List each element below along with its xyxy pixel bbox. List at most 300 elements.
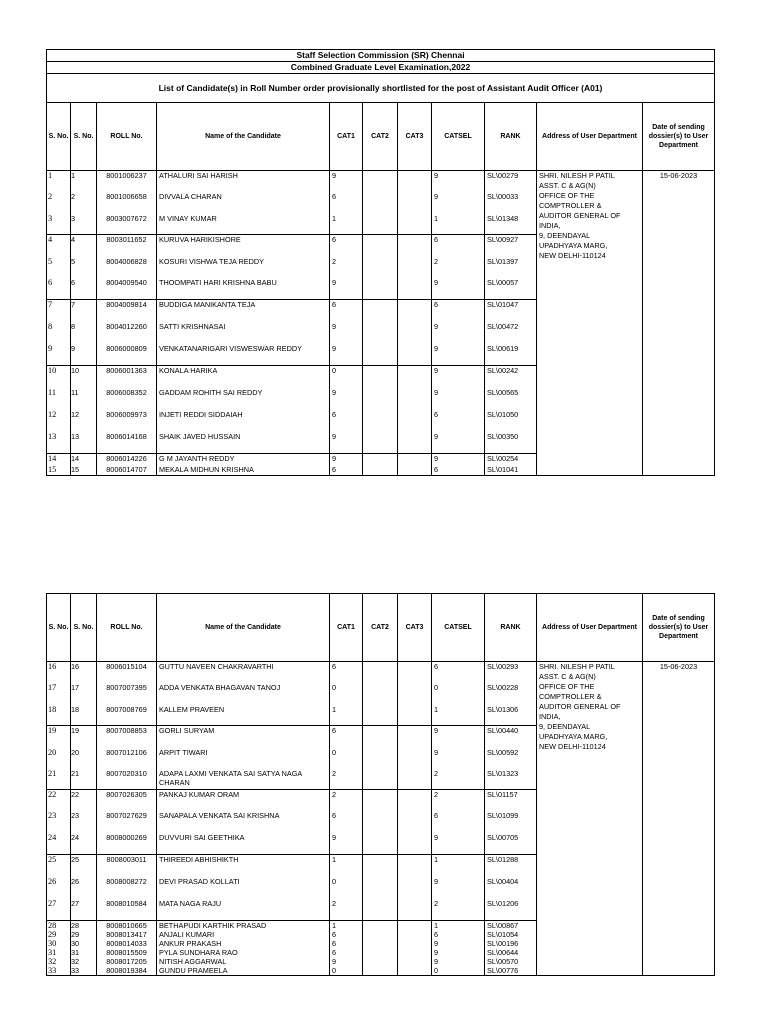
cat3-value <box>398 235 432 257</box>
address-line: COMPTROLLER & <box>539 201 602 210</box>
candidate-name: GADDAM ROHITH SAI REDDY <box>157 388 330 410</box>
candidate-name: GUNDU PRAMEELA <box>157 966 330 976</box>
cat2-value <box>363 899 398 921</box>
cat2-value <box>363 662 398 683</box>
address-line: ASST. C & AG(N) <box>539 181 596 190</box>
cat2-value <box>363 683 398 705</box>
rank-value: SL\00619 <box>485 344 537 366</box>
catsel-value: 9 <box>432 322 485 344</box>
candidate-name: DUVVURI SAI GEETHIKA <box>157 833 330 855</box>
cat1-value: 0 <box>330 683 363 705</box>
rank-value: SL\01348 <box>485 214 537 235</box>
roll-number: 8007012106 <box>97 748 157 769</box>
catsel-value: 6 <box>432 811 485 833</box>
cat2-value <box>363 322 398 344</box>
candidate-name: KALLEM PRAVEEN <box>157 705 330 726</box>
document-title: Staff Selection Commission (SR) Chennai <box>47 50 715 62</box>
cat1-value: 2 <box>330 899 363 921</box>
serial-number-2: 18 <box>71 705 97 726</box>
cat1-value: 9 <box>330 278 363 300</box>
catsel-value: 2 <box>432 899 485 921</box>
cat2-value <box>363 748 398 769</box>
serial-number: 24 <box>47 833 71 855</box>
cat3-value <box>398 769 432 790</box>
catsel-value: 9 <box>432 454 485 465</box>
cat1-value: 2 <box>330 790 363 811</box>
serial-number-2: 13 <box>71 432 97 454</box>
col-header-catsel: CATSEL <box>432 594 485 662</box>
serial-number: 32 <box>47 957 71 966</box>
cat1-value: 6 <box>330 410 363 432</box>
cat3-value <box>398 833 432 855</box>
col-header-roll-no: ROLL No. <box>97 594 157 662</box>
cat2-value <box>363 790 398 811</box>
cat3-value <box>398 278 432 300</box>
address-line: INDIA, <box>539 712 561 721</box>
rank-value: SL\00705 <box>485 833 537 855</box>
candidate-name: ARPIT TIWARI <box>157 748 330 769</box>
rank-value: SL\00867 <box>485 921 537 931</box>
roll-number: 8008003011 <box>97 855 157 877</box>
cat1-value: 6 <box>330 235 363 257</box>
roll-number: 8001006658 <box>97 192 157 214</box>
catsel-value: 2 <box>432 257 485 278</box>
cat1-value: 1 <box>330 921 363 931</box>
cat3-value <box>398 921 432 931</box>
serial-number: 11 <box>47 388 71 410</box>
serial-number: 28 <box>47 921 71 931</box>
serial-number: 30 <box>47 939 71 948</box>
candidate-name: MEKALA MIDHUN KRISHNA <box>157 465 330 476</box>
candidate-name: ANJALI KUMARI <box>157 930 330 939</box>
cat2-value <box>363 388 398 410</box>
cat1-value: 9 <box>330 957 363 966</box>
cat2-value <box>363 957 398 966</box>
rank-value: SL\00776 <box>485 966 537 976</box>
catsel-value: 9 <box>432 877 485 899</box>
rank-value: SL\01054 <box>485 930 537 939</box>
serial-number-2: 14 <box>71 454 97 465</box>
catsel-value: 1 <box>432 214 485 235</box>
address-line: 9, DEENDAYAL <box>539 722 591 731</box>
address-line: SHRI. NILESH P PATIL <box>539 662 615 671</box>
roll-number: 8008000269 <box>97 833 157 855</box>
serial-number: 3 <box>47 214 71 235</box>
serial-number-2: 31 <box>71 948 97 957</box>
cat2-value <box>363 171 398 192</box>
column-header-row <box>47 594 715 662</box>
roll-number: 8003007672 <box>97 214 157 235</box>
col-header-sno: S. No. <box>47 103 71 171</box>
column-header-row <box>47 103 715 171</box>
cat3-value <box>398 726 432 748</box>
cat2-value <box>363 833 398 855</box>
serial-number-2: 21 <box>71 769 97 790</box>
cat2-value <box>363 705 398 726</box>
rank-value: SL\00196 <box>485 939 537 948</box>
cat1-value: 0 <box>330 877 363 899</box>
cat2-value <box>363 930 398 939</box>
cat3-value <box>398 300 432 322</box>
serial-number-2: 22 <box>71 790 97 811</box>
roll-number: 8008010584 <box>97 899 157 921</box>
col-header-candidate-name: Name of the Candidate <box>157 594 330 662</box>
serial-number-2: 1 <box>71 171 97 192</box>
rank-value: SL\00472 <box>485 322 537 344</box>
rank-value: SL\01323 <box>485 769 537 790</box>
roll-number: 8006008352 <box>97 388 157 410</box>
candidate-name: THOOMPATI HARI KRISHNA BABU <box>157 278 330 300</box>
serial-number-2: 24 <box>71 833 97 855</box>
cat2-value <box>363 366 398 388</box>
candidate-name: NITISH AGGARWAL <box>157 957 330 966</box>
roll-number: 8008008272 <box>97 877 157 899</box>
rank-value: SL\01288 <box>485 855 537 877</box>
rank-value: SL\00350 <box>485 432 537 454</box>
cat2-value <box>363 855 398 877</box>
cat3-value <box>398 939 432 948</box>
serial-number: 16 <box>47 662 71 683</box>
candidate-name: GUTTU NAVEEN CHAKRAVARTHI <box>157 662 330 683</box>
candidate-name: BETHAPUDI KARTHIK PRASAD <box>157 921 330 931</box>
roll-number: 8008010665 <box>97 921 157 931</box>
candidate-name: G M JAYANTH REDDY <box>157 454 330 465</box>
serial-number: 18 <box>47 705 71 726</box>
cat3-value <box>398 214 432 235</box>
roll-number: 8006014707 <box>97 465 157 476</box>
candidate-name: PYLA SUNDHARA RAO <box>157 948 330 957</box>
rank-value: SL\00254 <box>485 454 537 465</box>
table-row <box>47 171 715 192</box>
catsel-value: 9 <box>432 388 485 410</box>
cat3-value <box>398 662 432 683</box>
cat1-value: 6 <box>330 811 363 833</box>
rank-value: SL\00565 <box>485 388 537 410</box>
serial-number-2: 9 <box>71 344 97 366</box>
roll-number: 8001006237 <box>97 171 157 192</box>
rank-value: SL\00440 <box>485 726 537 748</box>
cat3-value <box>398 811 432 833</box>
serial-number-2: 17 <box>71 683 97 705</box>
cat3-value <box>398 432 432 454</box>
serial-number-2: 29 <box>71 930 97 939</box>
address-line: 9, DEENDAYAL <box>539 231 591 240</box>
catsel-value: 9 <box>432 957 485 966</box>
serial-number-2: 32 <box>71 957 97 966</box>
roll-number: 8003011652 <box>97 235 157 257</box>
rank-value: SL\00404 <box>485 877 537 899</box>
cat1-value: 9 <box>330 322 363 344</box>
col-header-cat3: CAT3 <box>398 103 432 171</box>
roll-number: 8007008853 <box>97 726 157 748</box>
candidate-name: INJETI REDDI SIDDAIAH <box>157 410 330 432</box>
col-header-rank: RANK <box>485 594 537 662</box>
serial-number: 21 <box>47 769 71 790</box>
cat1-value: 6 <box>330 939 363 948</box>
candidate-name: M VINAY KUMAR <box>157 214 330 235</box>
cat1-value: 0 <box>330 366 363 388</box>
rank-value: SL\00592 <box>485 748 537 769</box>
rank-value: SL\01041 <box>485 465 537 476</box>
serial-number-2: 6 <box>71 278 97 300</box>
cat3-value <box>398 465 432 476</box>
roll-number: 8006014226 <box>97 454 157 465</box>
serial-number: 26 <box>47 877 71 899</box>
rank-value: SL\00279 <box>485 171 537 192</box>
cat1-value: 6 <box>330 662 363 683</box>
roll-number: 8004009814 <box>97 300 157 322</box>
serial-number: 8 <box>47 322 71 344</box>
serial-number: 14 <box>47 454 71 465</box>
cat2-value <box>363 948 398 957</box>
cat1-value: 6 <box>330 948 363 957</box>
roll-number: 8006000809 <box>97 344 157 366</box>
roll-number: 8008014033 <box>97 939 157 948</box>
col-header-dispatch-date: Date of sending dossier(s) to User Department <box>643 103 715 171</box>
serial-number: 31 <box>47 948 71 957</box>
serial-number: 22 <box>47 790 71 811</box>
cat3-value <box>398 948 432 957</box>
cat2-value <box>363 257 398 278</box>
cat2-value <box>363 769 398 790</box>
serial-number-2: 33 <box>71 966 97 976</box>
candidate-name: KOSURI VISHWA TEJA REDDY <box>157 257 330 278</box>
catsel-value: 9 <box>432 748 485 769</box>
serial-number-2: 2 <box>71 192 97 214</box>
cat1-value: 6 <box>330 465 363 476</box>
cat3-value <box>398 705 432 726</box>
list-title: List of Candidate(s) in Roll Number order provisionally shortlisted for the post of Assistant Audit Officer (A01) <box>47 74 715 103</box>
rank-value: SL\00228 <box>485 683 537 705</box>
candidate-name: ADDA VENKATA BHAGAVAN TANOJ <box>157 683 330 705</box>
address-line: UPADHYAYA MARG, <box>539 732 608 741</box>
catsel-value: 0 <box>432 683 485 705</box>
serial-number: 17 <box>47 683 71 705</box>
cat1-value: 9 <box>330 833 363 855</box>
catsel-value: 6 <box>432 300 485 322</box>
address-line: OFFICE OF THE <box>539 682 595 691</box>
catsel-value: 6 <box>432 465 485 476</box>
candidate-name: ANKUR PRAKASH <box>157 939 330 948</box>
serial-number: 1 <box>47 171 71 192</box>
roll-number: 8007027629 <box>97 811 157 833</box>
serial-number-2: 27 <box>71 899 97 921</box>
cat2-value <box>363 432 398 454</box>
cat2-value <box>363 410 398 432</box>
serial-number-2: 5 <box>71 257 97 278</box>
col-header-sno-2: S. No. <box>71 594 97 662</box>
cat1-value: 1 <box>330 705 363 726</box>
catsel-value: 6 <box>432 410 485 432</box>
roll-number: 8008013417 <box>97 930 157 939</box>
serial-number-2: 10 <box>71 366 97 388</box>
serial-number-2: 25 <box>71 855 97 877</box>
candidate-name: ADAPA LAXMI VENKATA SAI SATYA NAGA CHARAN <box>157 769 330 790</box>
candidate-name: BUDDIGA MANIKANTA TEJA <box>157 300 330 322</box>
cat1-value: 0 <box>330 966 363 976</box>
cat2-value <box>363 966 398 976</box>
cat2-value <box>363 300 398 322</box>
candidate-name: PANKAJ KUMAR ORAM <box>157 790 330 811</box>
address-line: NEW DELHI-110124 <box>539 742 606 751</box>
shortlist-table-page-2 <box>46 593 715 976</box>
cat3-value <box>398 899 432 921</box>
col-header-sno: S. No. <box>47 594 71 662</box>
cat2-value <box>363 726 398 748</box>
catsel-value: 0 <box>432 966 485 976</box>
col-header-cat3: CAT3 <box>398 594 432 662</box>
roll-number: 8008015509 <box>97 948 157 957</box>
col-header-cat2: CAT2 <box>363 594 398 662</box>
cat3-value <box>398 192 432 214</box>
address-line: OFFICE OF THE <box>539 191 595 200</box>
cat3-value <box>398 322 432 344</box>
col-header-candidate-name: Name of the Candidate <box>157 103 330 171</box>
cat2-value <box>363 214 398 235</box>
cat1-value: 0 <box>330 748 363 769</box>
catsel-value: 9 <box>432 278 485 300</box>
rank-value: SL\00033 <box>485 192 537 214</box>
rank-value: SL\00293 <box>485 662 537 683</box>
catsel-value: 1 <box>432 705 485 726</box>
cat3-value <box>398 930 432 939</box>
cat2-value <box>363 811 398 833</box>
serial-number-2: 20 <box>71 748 97 769</box>
serial-number-2: 7 <box>71 300 97 322</box>
roll-number: 8007020310 <box>97 769 157 790</box>
address-line: ASST. C & AG(N) <box>539 672 596 681</box>
rank-value: SL\00242 <box>485 366 537 388</box>
cat1-value: 9 <box>330 432 363 454</box>
catsel-value: 1 <box>432 855 485 877</box>
col-header-cat1: CAT1 <box>330 103 363 171</box>
roll-number: 8007008769 <box>97 705 157 726</box>
rank-value: SL\01206 <box>485 899 537 921</box>
cat1-value: 9 <box>330 388 363 410</box>
cat2-value <box>363 921 398 931</box>
serial-number: 20 <box>47 748 71 769</box>
rank-value: SL\01047 <box>485 300 537 322</box>
cat2-value <box>363 192 398 214</box>
serial-number: 6 <box>47 278 71 300</box>
catsel-value: 9 <box>432 366 485 388</box>
rank-value: SL\00644 <box>485 948 537 957</box>
rank-value: SL\00927 <box>485 235 537 257</box>
serial-number-2: 28 <box>71 921 97 931</box>
address-line: AUDITOR GENERAL OF <box>539 702 621 711</box>
cat3-value <box>398 388 432 410</box>
candidate-name: DIVVALA CHARAN <box>157 192 330 214</box>
candidate-name: ATHALURI SAI HARISH <box>157 171 330 192</box>
cat3-value <box>398 454 432 465</box>
roll-number: 8006015104 <box>97 662 157 683</box>
roll-number: 8006001363 <box>97 366 157 388</box>
cat1-value: 9 <box>330 344 363 366</box>
serial-number-2: 16 <box>71 662 97 683</box>
col-header-cat1: CAT1 <box>330 594 363 662</box>
col-header-cat2: CAT2 <box>363 103 398 171</box>
cat3-value <box>398 683 432 705</box>
address-line: COMPTROLLER & <box>539 692 602 701</box>
cat3-value <box>398 410 432 432</box>
catsel-value: 9 <box>432 726 485 748</box>
cat2-value <box>363 939 398 948</box>
catsel-value: 1 <box>432 921 485 931</box>
catsel-value: 2 <box>432 769 485 790</box>
catsel-value: 6 <box>432 235 485 257</box>
cat2-value <box>363 454 398 465</box>
serial-number-2: 15 <box>71 465 97 476</box>
catsel-value: 6 <box>432 930 485 939</box>
candidate-name: VENKATANARIGARI VISWESWAR REDDY <box>157 344 330 366</box>
cat3-value <box>398 171 432 192</box>
cat3-value <box>398 790 432 811</box>
col-header-address: Address of User Department <box>537 594 643 662</box>
cat1-value: 6 <box>330 930 363 939</box>
cat2-value <box>363 344 398 366</box>
serial-number-2: 30 <box>71 939 97 948</box>
serial-number-2: 19 <box>71 726 97 748</box>
cat2-value <box>363 235 398 257</box>
cat3-value <box>398 344 432 366</box>
roll-number: 8004006828 <box>97 257 157 278</box>
serial-number: 15 <box>47 465 71 476</box>
dossier-dispatch-date: 15-06-2023 <box>643 171 715 476</box>
catsel-value: 9 <box>432 192 485 214</box>
serial-number-2: 26 <box>71 877 97 899</box>
catsel-value: 9 <box>432 432 485 454</box>
serial-number-2: 4 <box>71 235 97 257</box>
cat3-value <box>398 966 432 976</box>
candidate-name: THIREEDI ABHISHIKTH <box>157 855 330 877</box>
serial-number-2: 8 <box>71 322 97 344</box>
col-header-roll-no: ROLL No. <box>97 103 157 171</box>
cat3-value <box>398 748 432 769</box>
rank-value: SL\01050 <box>485 410 537 432</box>
table-row <box>47 662 715 683</box>
candidate-name: SATTI KRISHNASAI <box>157 322 330 344</box>
candidate-name: DEVI PRASAD KOLLATI <box>157 877 330 899</box>
user-department-address <box>537 171 643 476</box>
dossier-dispatch-date: 15-06-2023 <box>643 662 715 976</box>
serial-number-2: 12 <box>71 410 97 432</box>
serial-number: 2 <box>47 192 71 214</box>
cat1-value: 6 <box>330 192 363 214</box>
catsel-value: 2 <box>432 790 485 811</box>
col-header-sno-2: S. No. <box>71 103 97 171</box>
rank-value: SL\01397 <box>485 257 537 278</box>
exam-title: Combined Graduate Level Examination,2022 <box>47 62 715 74</box>
cat3-value <box>398 855 432 877</box>
catsel-value: 9 <box>432 939 485 948</box>
user-department-address <box>537 662 643 976</box>
cat1-value: 9 <box>330 454 363 465</box>
address-line: AUDITOR GENERAL OF <box>539 211 621 220</box>
roll-number: 8006009973 <box>97 410 157 432</box>
serial-number: 12 <box>47 410 71 432</box>
cat1-value: 9 <box>330 171 363 192</box>
candidate-name: SANAPALA VENKATA SAI KRISHNA <box>157 811 330 833</box>
cat2-value <box>363 877 398 899</box>
roll-number: 8004012260 <box>97 322 157 344</box>
col-header-dispatch-date: Date of sending dossier(s) to User Department <box>643 594 715 662</box>
col-header-rank: RANK <box>485 103 537 171</box>
serial-number: 29 <box>47 930 71 939</box>
candidate-name: KURUVA HARIKISHORE <box>157 235 330 257</box>
candidate-name: SHAIK JAVED HUSSAIN <box>157 432 330 454</box>
col-header-catsel: CATSEL <box>432 103 485 171</box>
catsel-value: 6 <box>432 662 485 683</box>
